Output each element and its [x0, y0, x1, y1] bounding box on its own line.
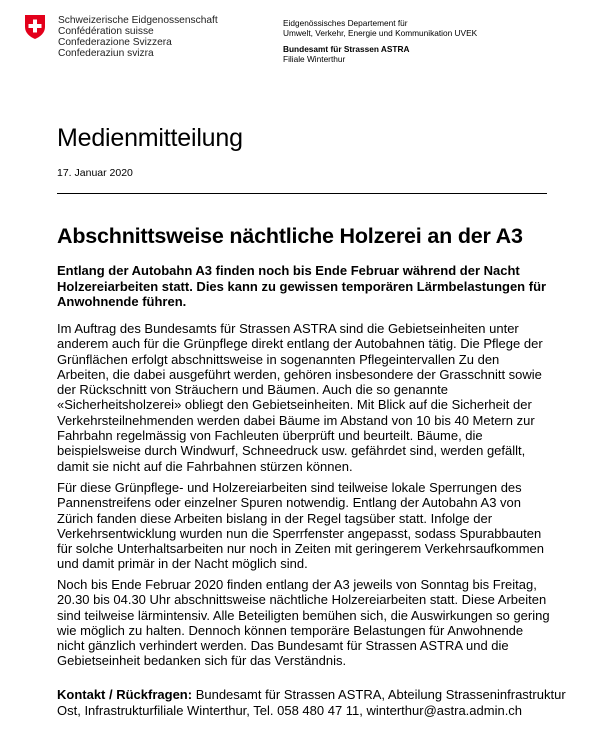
confederation-name-fr: Confédération suisse — [58, 26, 154, 37]
confederation-name-it: Confederazione Svizzera — [58, 37, 172, 48]
body-paragraph-1: Im Auftrag des Bundesamts für Strassen ASTRA sind die Gebietseinheiten unter anderem auch für die Grünpflege direkt entlang der Autobahnen tätig. Die Pflege der Grünflächen erfolgt abschnittsweise in sogenannten Pflegeintervallen Zu den Arbeiten, die dabei ausgeführt werden, gehören insbesondere der Grasschnitt sowie der Rückschnitt von Sträuchern und Bäumen. Auch die so genannte «Sicherheitsholzerei» obliegt den Gebietseinheiten. Mit Blick auf die Sicherheit der Verkehrsteilnehmenden werden dabei Bäume im Abstand von 10 bis 40 Metern zur Fahrbahn regelmässig von Fachleuten überprüft und beurteilt. Bäume, die beispielsweise durch Windwurf, Schneedruck usw. gefährdet sind, werden gefällt, damit sie nicht auf die Fahrbahnen stürzen können. — [57, 321, 543, 474]
body-paragraph-2: Für diese Grünpflege- und Holzereiarbeiten sind teilweise lokale Sperrungen des Pannenstreifens oder einzelner Spuren notwendig. Entlang der Autobahn A3 von Zürich fanden diese Arbeiten bislang in der Regel tagsüber statt. Infolge der Verkehrsentwicklung wurden nun die Sperrfenster angepasst, sodass Spurabbauten für solche Unterhaltsarbeiten nur noch in Zeiten mit geringerem Verkehrsaufkommen und damit primär in der Nacht möglich sind. — [57, 480, 545, 572]
swiss-shield-icon — [24, 14, 46, 40]
office-name: Bundesamt für Strassen ASTRA — [283, 44, 410, 54]
department-line-2: Umwelt, Verkehr, Energie und Kommunikation UVEK — [283, 28, 478, 38]
contact-text: Bundesamt für Strassen ASTRA, Abteilung Strasseninfrastruktur Ost, Infrastrukturfiliale Winterthur, Tel. 058 480 47 11, winterthur@astra.admin.ch — [57, 687, 566, 718]
department-block — [283, 18, 477, 64]
document-type-title: Medienmitteilung — [57, 124, 243, 152]
contact-label: Kontakt / Rückfragen: — [57, 687, 193, 702]
office-branch: Filiale Winterthur — [283, 54, 346, 64]
divider — [57, 193, 547, 194]
confederation-name-rm: Confederaziun svizra — [58, 48, 154, 59]
confederation-names — [58, 15, 218, 59]
confederation-name-de: Schweizerische Eidgenossenschaft — [58, 15, 218, 26]
body-paragraph-3: Noch bis Ende Februar 2020 finden entlang der A3 jeweils von Sonntag bis Freitag, 20.30 bis 04.30 Uhr abschnittsweise nächtliche Holzereiarbeiten statt. Diese Arbeiten sind teilweise lärmintensiv. Alle Beteiligten bemühen sich, die Auswirkungen so gering wie möglich zu halten. Dennoch können temporäre Belastungen für Anwohnende nicht gänzlich verhindert werden. Das Bundesamt für Strassen ASTRA und die Gebietseinheit bedanken sich für das Verständnis. — [57, 577, 550, 669]
department-line-1: Eidgenössisches Departement für — [283, 18, 408, 28]
lead-paragraph: Entlang der Autobahn A3 finden noch bis Ende Februar während der Nacht Holzereiarbeiten statt. Dies kann zu gewissen temporären Lärmbelastungen für Anwohnende führen. — [57, 263, 547, 309]
headline: Abschnittsweise nächtliche Holzerei an der A3 — [57, 224, 523, 248]
document-date: 17. Januar 2020 — [57, 167, 133, 179]
contact-block — [57, 687, 567, 718]
